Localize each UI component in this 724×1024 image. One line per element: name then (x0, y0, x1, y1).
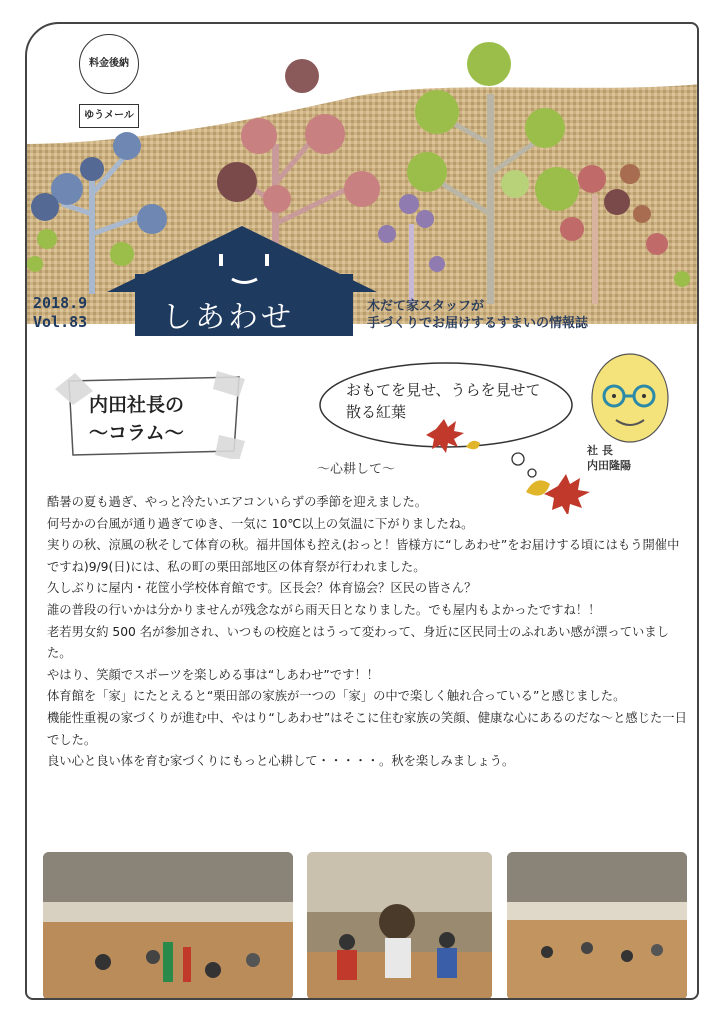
column-title-line1: 内田社長の (89, 394, 185, 416)
ceo-role: 社 長 (587, 444, 613, 457)
issue-info (33, 294, 87, 332)
photo-gym-3 (507, 852, 687, 1000)
column-body (47, 492, 687, 773)
tagline (367, 298, 588, 332)
mail-label: ゆうメール (79, 104, 139, 128)
paragraph: 良い心と良い体を育む家づくりにもっと心耕して・・・・・。秋を楽しみましょう。 (47, 754, 515, 769)
paragraph: 老若男女約 500 名が参加され、いつもの校庭とはうって変わって、身近に区民同士のふれあい感が漂っていました。 (47, 624, 669, 661)
paragraph: 何号かの台風が通り過ぎてゆき、一気に 10℃以上の気温に下がりましたね。 (47, 516, 474, 531)
header-banner (27, 24, 697, 342)
issue-date: 2018.9 (33, 294, 88, 312)
issue-volume: Vol.83 (33, 313, 88, 331)
ceo-label (587, 443, 631, 473)
ceo-name: 内田隆陽 (587, 459, 631, 472)
column-title (89, 391, 184, 447)
paragraph: 実りの秋、涼風の秋そして体育の秋。福井国体も控え(おっと！皆様方に“しあわせ”をお届けする頃にはもう開催中ですね)9/9(日)には、私の町の栗田部地区の体育祭が行われました。 (47, 538, 680, 574)
paragraph: 誰の普段の行いかは分かりませんが残念ながら雨天日となりました。でも屋内もよかったですね！！ (47, 602, 601, 617)
paragraph: 体育館を「家」にたとえると“栗田部の家族が一つの「家」の中で楽しく触れ合っている”と感じました。 (47, 689, 626, 704)
postage-stamp: 料金後納 (79, 34, 139, 94)
tagline-line2: 手づくりでお届けするすまいの情報誌 (367, 316, 589, 331)
newsletter-frame (25, 22, 699, 1000)
paragraph: やはり、笑顔でスポーツを楽しめる事は“しあわせ”です！！ (47, 667, 379, 682)
thought-bubble (318, 359, 583, 451)
tagline-line1: 木だて家スタッフが (367, 299, 485, 314)
column-heading (49, 369, 249, 459)
photo-gym-2 (307, 852, 492, 1000)
paragraph: 機能性重視の家づくりが進む中、やはり“しあわせ”はそこに住む家族の笑顔、健康な心にあるのだな～と感じた一日でした。 (47, 710, 687, 747)
paragraph: 久しぶりに屋内・花筐小学校体育館です。区長会？体育協会？区民の皆さん？ (47, 581, 477, 596)
paragraph: 酷暑の夏も過ぎ、やっと冷たいエアコンいらずの季節を迎えました。 (47, 495, 428, 509)
newsletter-title: しあわせ (162, 300, 294, 335)
haiku-text (346, 379, 541, 423)
column-subtitle: ～心耕して～ (317, 462, 396, 477)
haiku-line2: 散る紅葉 (346, 403, 407, 421)
ceo-avatar-illustration (582, 344, 682, 454)
column-title-line2: ～コラム～ (89, 422, 184, 444)
haiku-line1: おもてを見せ、うらを見せて (346, 381, 541, 399)
photo-gym-1 (43, 852, 293, 1000)
ceo-portrait (582, 344, 682, 454)
